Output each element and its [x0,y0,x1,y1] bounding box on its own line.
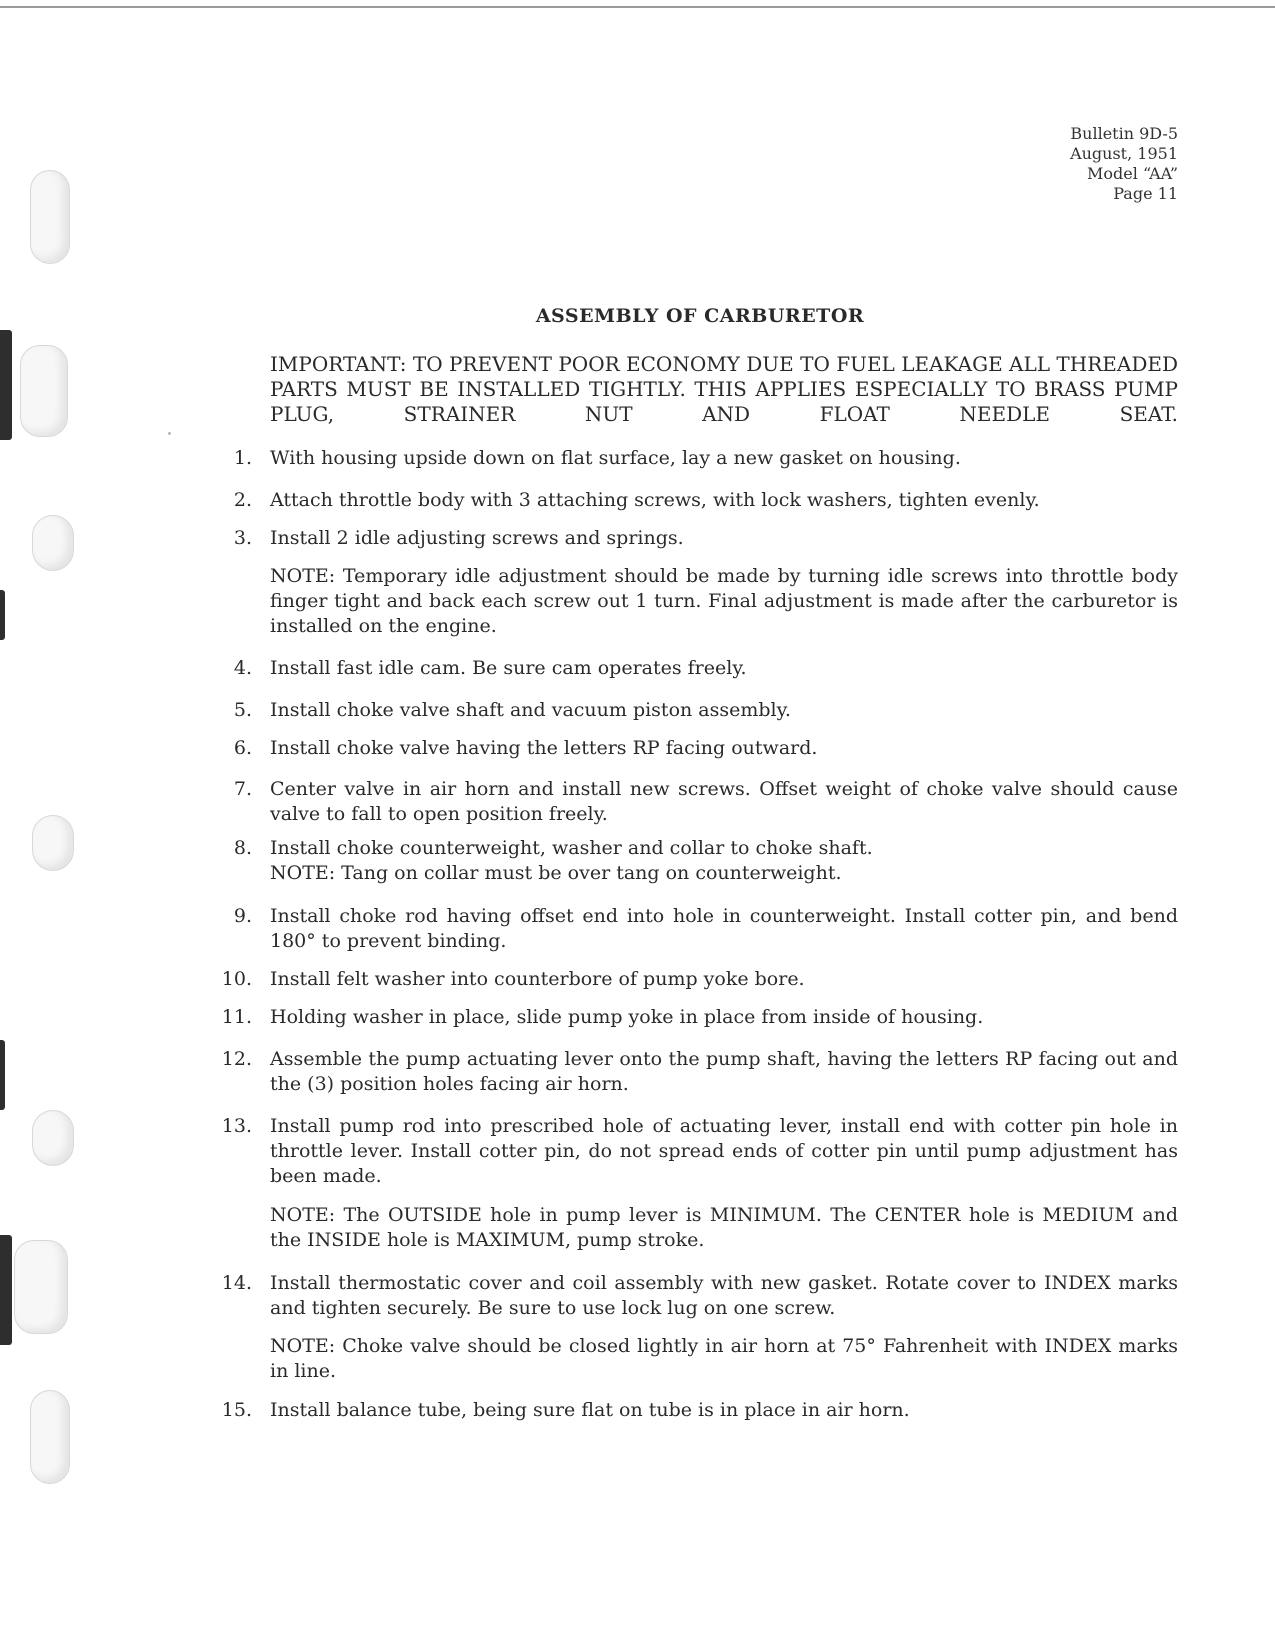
step-text: Install 2 idle adjusting screws and springs. [270,527,684,549]
note-step-3: NOTE: Temporary idle adjustment should be made by turning idle screws into throttle body finger tight and back each screw out 1 turn. Final adjustment is made after the carburetor is installed on the engine. [270,565,1178,637]
binder-edge-shadow [0,1040,5,1110]
bulletin-model: Model “AA” [1087,164,1178,183]
note-step-8: NOTE: Tang on collar must be over tang on counterweight. [270,862,842,884]
step-number: 2. [233,489,252,511]
step-text: Assemble the pump actuating lever onto the pump shaft, having the letters RP facing out and the (3) position holes facing air horn. [270,1048,1178,1095]
important-notice: IMPORTANT: TO PREVENT POOR ECONOMY DUE TO FUEL LEAKAGE ALL THREADED PARTS MUST BE INSTALLED TIGHTLY. THIS APPLIES ESPECIALLY TO BRASS PUMP PLUG, STRAINER NUT AND FLOAT NEEDLE SEAT. [270,352,1178,426]
step-number: 10. [221,968,252,990]
step-text: Install choke rod having offset end into hole in counterweight. Install cotter pin, and bend 180° to prevent binding. [270,905,1178,952]
binder-hole [30,1390,70,1484]
page-title: ASSEMBLY OF CARBURETOR [535,305,865,327]
page-number: Page 11 [1113,184,1178,203]
bulletin-date: August, 1951 [1070,144,1178,163]
step-number: 15. [221,1399,252,1421]
note-step-14: NOTE: Choke valve should be closed lightly in air horn at 75° Fahrenheit with INDEX marks in line. [270,1335,1178,1382]
bulletin-number: Bulletin 9D-5 [1070,124,1178,143]
binder-hole [32,815,74,871]
step-number: 4. [233,657,252,679]
step-text: Install thermostatic cover and coil assembly with new gasket. Rotate cover to INDEX marks and tighten securely. Be sure to use lock lug on one screw. [270,1272,1178,1319]
binder-hole [32,515,74,571]
step-text: Install felt washer into counterbore of pump yoke bore. [270,968,805,990]
step-number: 12. [221,1048,252,1070]
note-step-13: NOTE: The OUTSIDE hole in pump lever is MINIMUM. The CENTER hole is MEDIUM and the INSIDE hole is MAXIMUM, pump stroke. [270,1204,1178,1251]
step-number: 3. [233,527,252,549]
step-text: Attach throttle body with 3 attaching screws, with lock washers, tighten evenly. [270,489,1040,511]
binder-hole [20,345,68,437]
step-text: Install fast idle cam. Be sure cam operates freely. [270,657,747,679]
step-text: With housing upside down on flat surface, lay a new gasket on housing. [270,447,961,469]
step-number: 5. [233,699,252,721]
step-text: Install choke valve having the letters RP facing outward. [270,737,818,759]
step-text: Install choke counterweight, washer and collar to choke shaft. [270,837,873,859]
binder-edge-shadow [0,330,12,440]
binder-hole [14,1240,68,1334]
binder-hole [32,1110,74,1166]
top-rule [0,6,1275,8]
step-number: 6. [233,737,252,759]
bulletin-header [1070,124,1178,204]
step-number: 11. [221,1006,252,1028]
binder-hole [30,170,70,264]
step-text: Install pump rod into prescribed hole of actuating lever, install end with cotter pin hole in throttle lever. Install cotter pin, do not spread ends of cotter pin until pump adjustment has been made. [270,1115,1178,1187]
step-text: Holding washer in place, slide pump yoke in place from inside of housing. [270,1006,984,1028]
step-text: Install choke valve shaft and vacuum piston assembly. [270,699,791,721]
step-number: 7. [233,778,252,800]
step-text: Install balance tube, being sure flat on tube is in place in air horn. [270,1399,910,1421]
step-number: 8. [233,837,252,859]
step-number: 9. [233,905,252,927]
step-text: Center valve in air horn and install new screws. Offset weight of choke valve should cause valve to fall to open position freely. [270,778,1178,825]
binder-edge-shadow [0,590,5,640]
speck [168,432,171,435]
step-number: 1. [233,447,252,469]
binder-edge-shadow [0,1235,12,1345]
step-number: 14. [221,1272,252,1294]
step-number: 13. [221,1115,252,1137]
